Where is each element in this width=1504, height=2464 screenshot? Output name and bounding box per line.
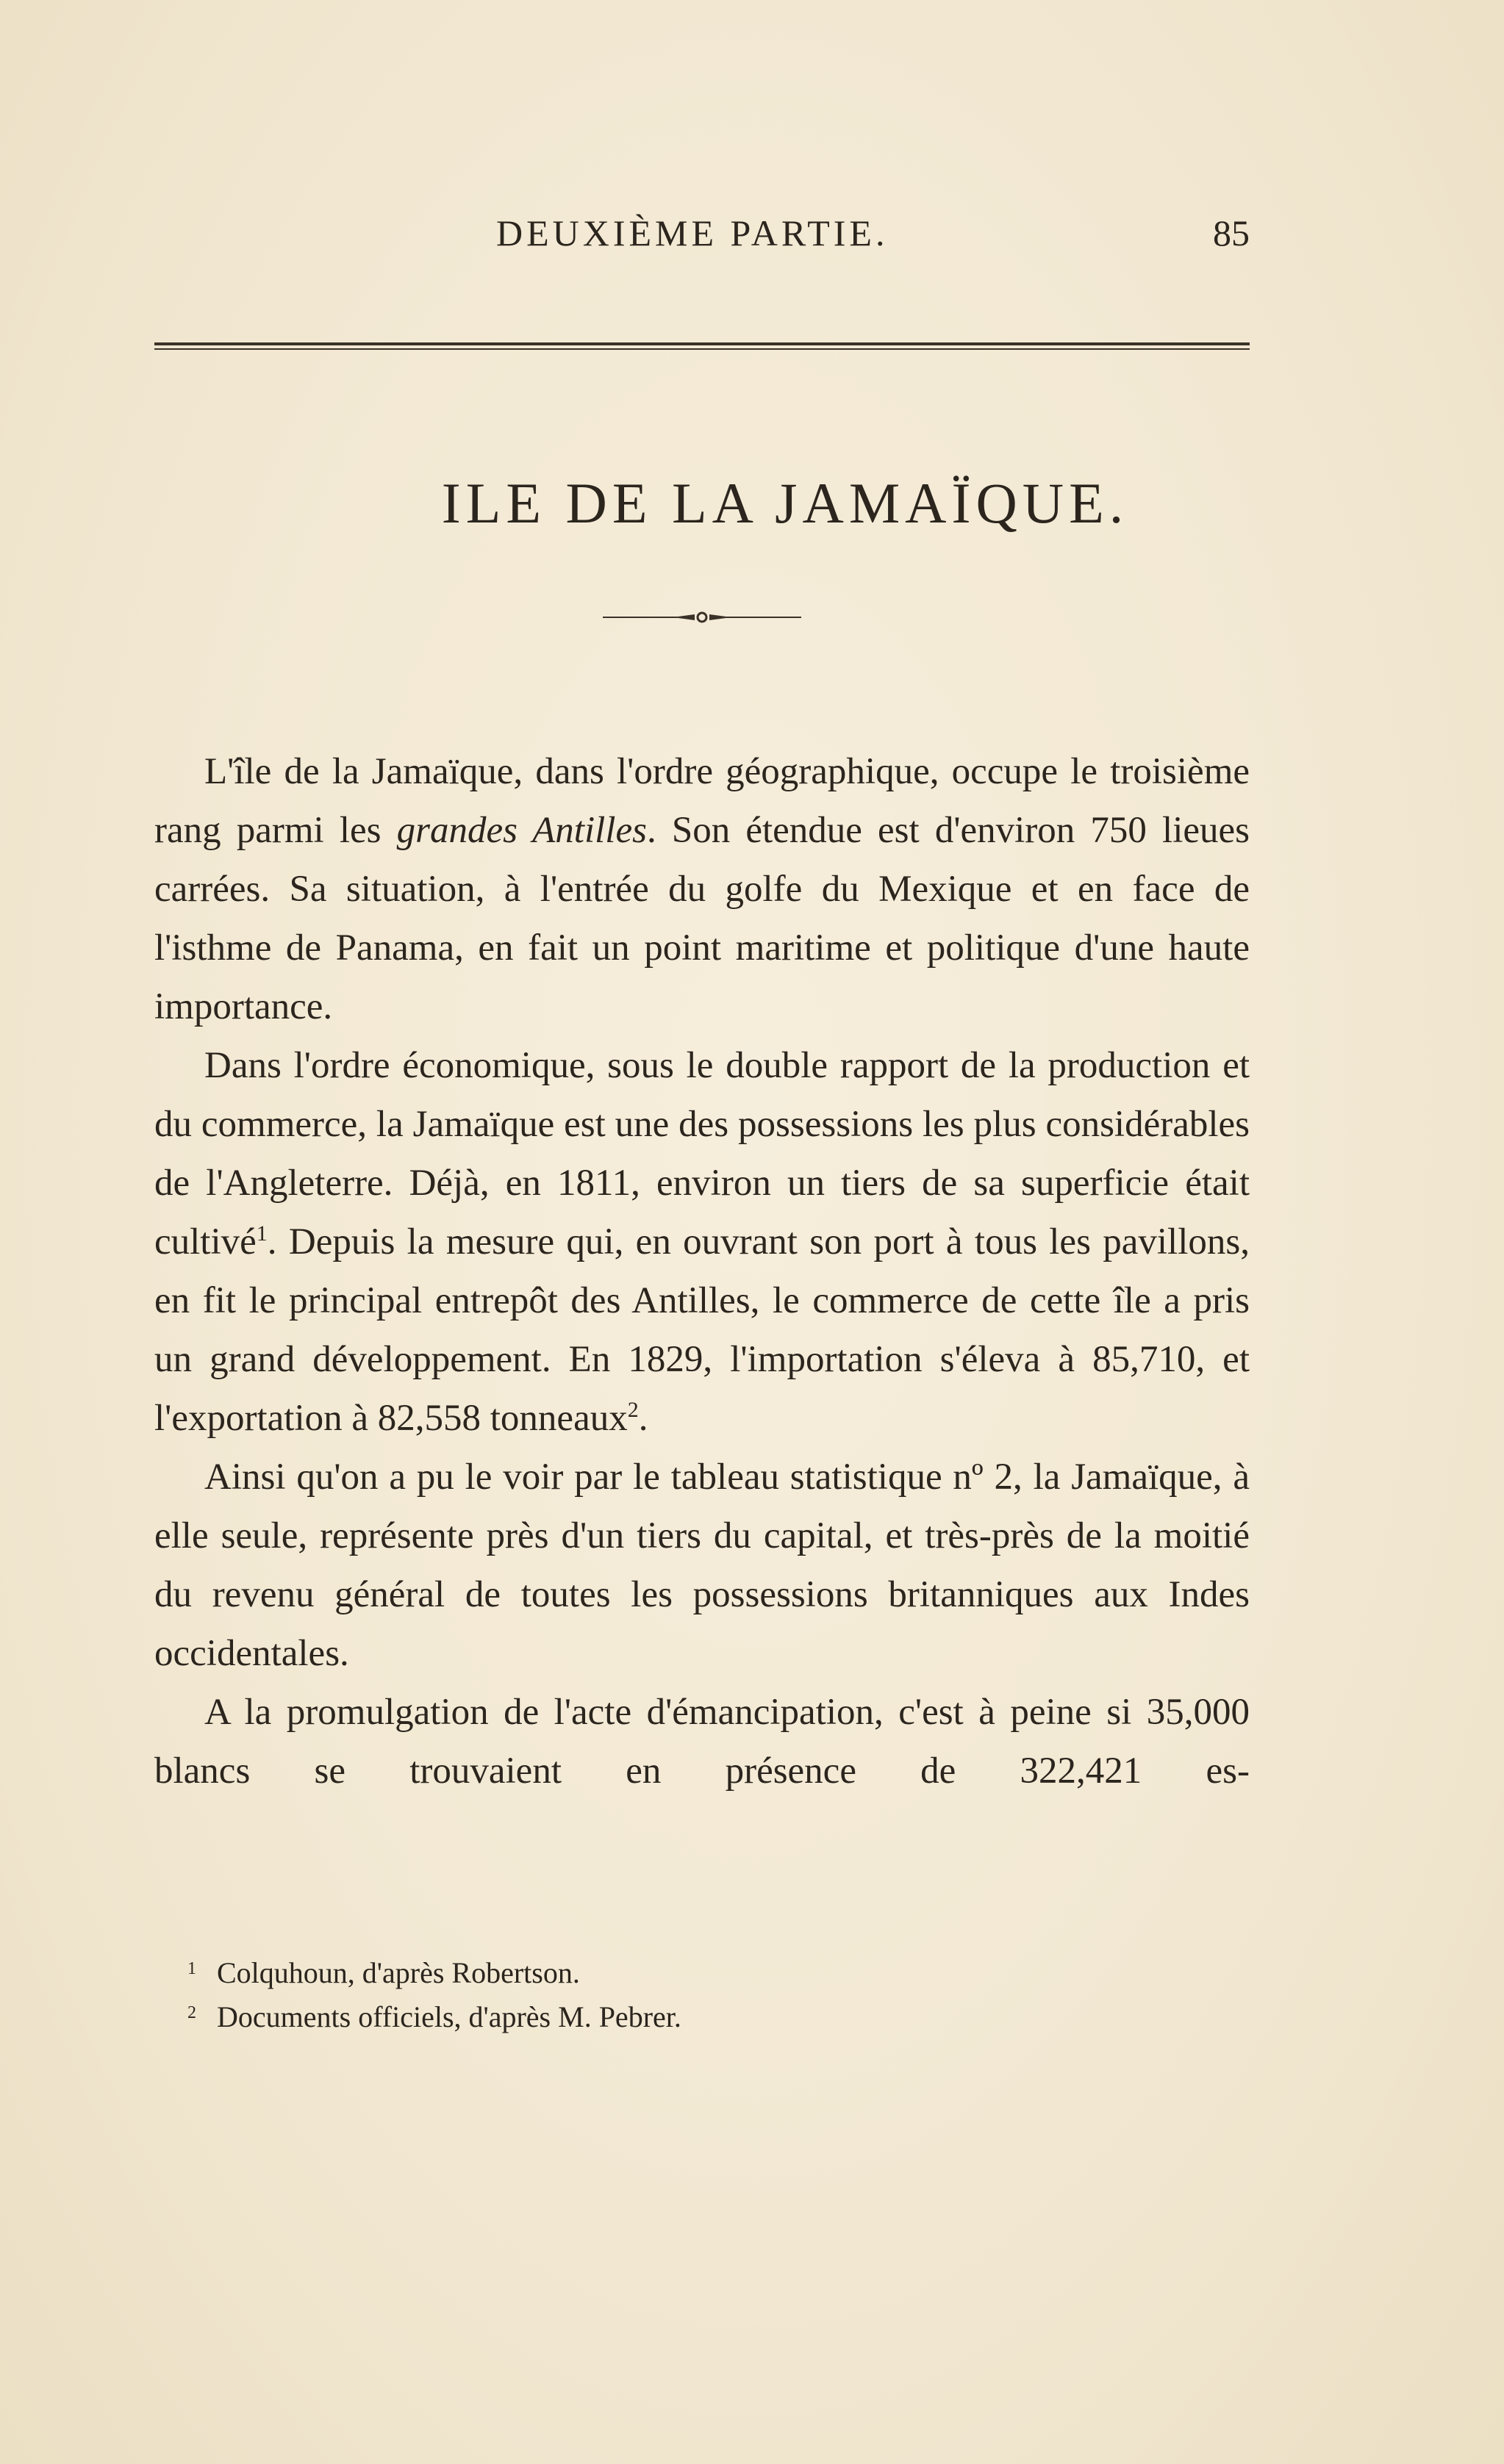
footnote-1 xyxy=(180,1951,1209,1995)
page-number: 85 xyxy=(1213,212,1250,254)
footnote-2-mark: 2 xyxy=(187,2003,196,2022)
paragraph-1 xyxy=(154,742,1250,1036)
header-rule-thin xyxy=(154,348,1250,350)
footnote-2 xyxy=(180,1995,1209,2039)
title-ornament xyxy=(603,610,801,625)
paragraph-2 xyxy=(154,1036,1250,1448)
chapter-title: ILE DE LA JAMAÏQUE. xyxy=(441,471,1129,535)
footnote-2-text: Documents officiels, d'après M. Pebrer. xyxy=(217,2000,681,2033)
header-double-rule xyxy=(154,342,1250,350)
footnote-ref-2: 2 xyxy=(627,1398,639,1422)
running-head xyxy=(154,212,1250,263)
footnote-1-mark: 1 xyxy=(187,1959,196,1978)
paragraph-2-text-c: . xyxy=(638,1398,648,1439)
paragraph-1-italic: grandes Antilles xyxy=(396,810,647,851)
body-text xyxy=(154,742,1250,1800)
paragraph-3: Ainsi qu'on a pu le voir par le tableau statistique nº 2, la Jamaïque, à elle seule, représente près d'un tiers du capital, et très-près de la moitié du revenu général de toutes les possessions britanniques aux Indes occidentales. xyxy=(154,1457,1250,1674)
footnote-ref-1: 1 xyxy=(256,1221,268,1246)
footnote-1-text: Colquhoun, d'après Robertson. xyxy=(217,1956,580,1989)
footnotes xyxy=(180,1951,1209,2039)
paragraph-4: A la promulgation de l'acte d'émancipation, c'est à peine si 35,000 blancs se trouvaient en présence de 322,421 es- xyxy=(154,1692,1250,1792)
header-rule-thick xyxy=(154,342,1250,345)
paragraph-2-text-a: Dans l'ordre économique, sous le double rapport de la production et du commerce, la Jamaïque est une des possessions les plus considérables de l'Angleterre. Déjà, en 1811, environ un tiers de sa superficie était cultivé xyxy=(154,1045,1250,1262)
running-title: DEUXIÈME PARTIE. xyxy=(496,212,889,254)
ornament-icon xyxy=(603,610,801,625)
paragraph-1-text-a: L'île de la Jamaïque, dans l'ordre géographique, occupe le troisième rang parmi les xyxy=(154,751,1250,851)
paragraph-1-text-b: . Son étendue est d'environ 750 lieues carrées. Sa situation, à l'entrée du golfe du Mexique et en face de l'isthme de Panama, en fait un point maritime et politique d'une haute importance. xyxy=(154,810,1250,1027)
paragraph-2-text-b: . Depuis la mesure qui, en ouvrant son port à tous les pavillons, en fit le principal entrepôt des Antilles, le commerce de cette île a pris un grand développement. En 1829, l'importation s'éleva à 85,710, et l'exportation à 82,558 tonneaux xyxy=(154,1221,1250,1439)
